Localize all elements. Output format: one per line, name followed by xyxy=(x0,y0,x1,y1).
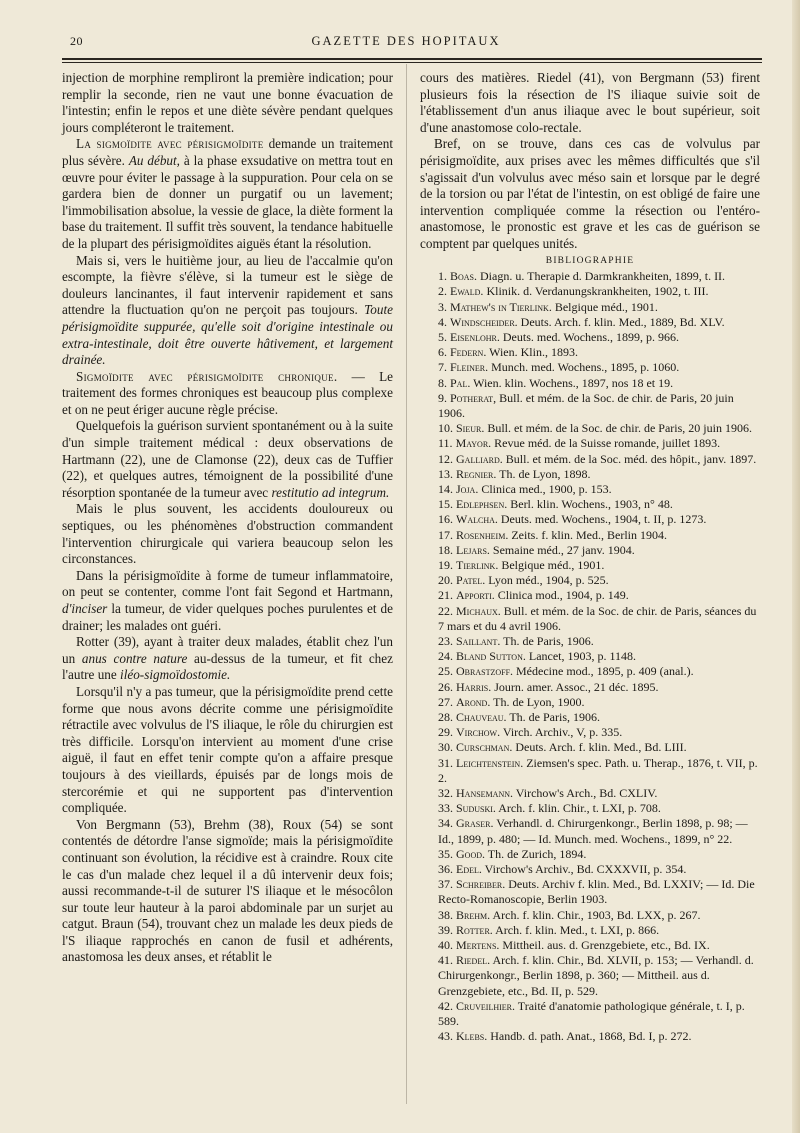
bibliography-heading: BIBLIOGRAPHIE xyxy=(545,255,635,266)
bibliography-reference: Belgique méd., 1901. xyxy=(551,299,658,314)
bibliography-number: 28. xyxy=(438,710,453,725)
bibliography-author: Boas. xyxy=(450,269,478,284)
bibliography-author: Regnier. xyxy=(456,466,497,481)
bibliography-number: 19. xyxy=(438,557,453,572)
bibliography-number: 34. xyxy=(438,816,453,831)
bibliography-number: 5. xyxy=(438,329,447,344)
bibliography-author: Suduski. xyxy=(456,801,496,816)
bibliography-reference: Deuts. Arch. f. klin. Med., 1889, Bd. XLV. xyxy=(517,314,725,329)
column-divider xyxy=(406,64,407,1104)
bibliography-reference: Th. de Paris, 1906. xyxy=(500,634,594,648)
bibliography-author: Lejars. xyxy=(456,542,490,557)
right-column xyxy=(420,70,760,1044)
paragraph-text: Quelquefois la guérison survient spontanément ou à la suite d'un simple traitement médical : deux observations de Hartmann (22), une de Clamonse (22), deux cas de Tuffier (22), et quelques autres, témoignent de la possibilité d'une résorption spontanée de la tumeur avec xyxy=(62,418,393,500)
bibliography-entry xyxy=(420,756,760,786)
bibliography-author: Mertens. xyxy=(456,938,500,953)
bibliography-entry xyxy=(420,953,760,999)
bibliography-author: Obrastzoff. xyxy=(456,664,514,679)
bibliography-author: Potherat, xyxy=(450,390,497,405)
bibliography-list xyxy=(420,269,760,1044)
bibliography-number: 15. xyxy=(438,497,453,512)
bibliography-author: Good. xyxy=(456,846,485,861)
bibliography-entry xyxy=(420,740,760,755)
bibliography-reference: Deuts. Archiv f. klin. Med., Bd. LXXIV; — Id. Die Recto-Romanoscopie, Berlin 1903. xyxy=(438,877,755,907)
bibliography-author: Chauveau. xyxy=(456,710,507,725)
bibliography-entry xyxy=(420,588,760,603)
bibliography-number: 39. xyxy=(438,922,453,937)
page-number: 20 xyxy=(70,33,83,48)
bibliography-author: Edlephsen. xyxy=(456,497,508,512)
bibliography-entry xyxy=(420,376,760,391)
bibliography-number: 32. xyxy=(438,786,453,801)
bibliography-entry xyxy=(420,1029,760,1044)
bibliography-reference: Belgique méd., 1901. xyxy=(498,557,605,572)
section-lead: La sigmoïdite avec périsigmoïdite xyxy=(76,136,264,152)
bibliography-number: 42. xyxy=(438,998,453,1013)
bibliography-entry xyxy=(420,391,760,421)
bibliography-author: Brehm. xyxy=(456,907,491,922)
page-edge-stain xyxy=(792,0,800,1133)
bibliography-entry xyxy=(420,315,760,330)
bibliography-entry xyxy=(420,467,760,482)
bibliography-number: 29. xyxy=(438,725,453,740)
bibliography-entry xyxy=(420,847,760,862)
bibliography-entry xyxy=(420,421,760,436)
bibliography-entry xyxy=(420,862,760,877)
bibliography-reference: Clinica mod., 1904, p. 149. xyxy=(494,588,629,603)
bibliography-author: Graser. xyxy=(456,816,494,831)
bibliography-reference: Wien. klin. Wochens., 1897, nos 18 et 19. xyxy=(470,375,674,390)
bibliography-entry xyxy=(420,543,760,558)
bibliography-author: Apporti. xyxy=(456,588,495,603)
bibliography-entry xyxy=(420,923,760,938)
paragraph-emphasis: anus contre nature xyxy=(81,650,188,666)
bibliography-reference: Th. de Lyon, 1900. xyxy=(490,694,585,709)
bibliography-number: 8. xyxy=(438,375,447,390)
bibliography-entry xyxy=(420,908,760,923)
bibliography-author: Mathew's in Tierlink. xyxy=(450,299,552,314)
bibliography-number: 13. xyxy=(438,466,453,481)
bibliography-reference: Diagn. u. Therapie d. Darmkrankheiten, 1899, t. II. xyxy=(477,269,726,284)
bibliography-author: Ewald. xyxy=(450,284,484,299)
bibliography-entry xyxy=(420,938,760,953)
paragraph-emphasis: iléo-sigmoïdostomie. xyxy=(120,667,231,683)
bibliography-author: Federn. xyxy=(450,345,487,360)
bibliography-author: Hansemann. xyxy=(456,786,514,801)
paragraph: cours des matières. Riedel (41), von Bergmann (53) firent plusieurs fois la résection de l'S iliaque suivie soit de l'établissement d'un anus iliaque avec le bout supérieur, soit d'une anastomose colo-rectale. xyxy=(420,70,760,135)
paragraph xyxy=(62,136,393,252)
paragraph-text: Rotter (39), ayant à traiter deux malades, établit chez l'un un xyxy=(62,634,393,666)
paragraph-emphasis: d'inciser xyxy=(62,601,108,616)
bibliography-number: 20. xyxy=(438,573,453,588)
bibliography-reference: Bull. et mém. de la Soc. de chir. de Paris, 20 juin 1906. xyxy=(438,390,734,420)
bibliography-entry xyxy=(420,512,760,527)
bibliography-number: 16. xyxy=(438,512,453,527)
bibliography-reference: Virchow's Archiv., Bd. CXXXVII, p. 354. xyxy=(481,862,687,877)
bibliography-author: Eisenlohr. xyxy=(450,329,500,344)
bibliography-author: Rosenheim. xyxy=(456,527,509,542)
bibliography-entry xyxy=(420,436,760,451)
bibliography-author: Galliard. xyxy=(456,451,503,466)
bibliography-number: 37. xyxy=(438,877,453,892)
bibliography-entry xyxy=(420,816,760,846)
bibliography-author: Schreiber. xyxy=(456,877,506,892)
paragraph: injection de morphine rempliront la première indication; pour remplir la seconde, rien ne vaut une bonne évacuation de l'intestin; enfin le repos et une diète sévère pendant quelques jours compléteront le traitement. xyxy=(62,70,393,135)
paragraph xyxy=(62,634,393,684)
bibliography-author: Tierlink. xyxy=(456,557,499,572)
bibliography-number: 21. xyxy=(438,588,453,603)
bibliography-reference: Berl. klin. Wochens., 1903, n° 48. xyxy=(507,497,673,512)
paragraph xyxy=(62,418,393,501)
bibliography-author: Leichtenstein. xyxy=(456,755,524,770)
bibliography-reference: Bull. et mém. de la Soc. méd. des hôpit., janv. 1897. xyxy=(502,451,757,466)
bibliography-reference: Arch. f. klin. Chir., Bd. XLVII, p. 153; — Verhandl. d. Chirurgenkongr., Berlin 1898, p. 360; — Mittheil. aus d. Grenzgebiete, etc., Bd. II, p. 529. xyxy=(438,953,754,998)
paragraph-text: — Le traitement des formes chroniques est beaucoup plus complexe et on ne peut ériger aucune règle précise. xyxy=(62,368,393,417)
bibliography-number: 27. xyxy=(438,694,453,709)
bibliography-entry xyxy=(420,300,760,315)
bibliography-number: 35. xyxy=(438,846,453,861)
bibliography-entry xyxy=(420,999,760,1029)
bibliography-number: 7. xyxy=(438,360,447,375)
bibliography-reference: Lancet, 1903, p. 1148. xyxy=(525,649,637,664)
bibliography-number: 25. xyxy=(438,664,453,679)
paragraph xyxy=(62,253,393,369)
bibliography-author: Edel. xyxy=(456,862,482,877)
bibliography-author: Virchow. xyxy=(456,725,501,740)
paragraph-text: à la phase exsudative on mettra tout en œuvre pour éviter le passage à la suppuration. Pour cela on se gardera bien de donner un purgatif ou un lavement; l'immobilisation absolue, la vessie de glace, la diète forment la base du traitement. Il suffit très souvent, la tendance habituelle de la plupart des périsigmoïdites aiguës étant la résolution. xyxy=(62,152,393,251)
bibliography-reference: Clinica med., 1900, p. 153. xyxy=(478,481,612,496)
bibliography-number: 9. xyxy=(438,390,447,405)
bibliography-entry xyxy=(420,634,760,649)
bibliography-entry xyxy=(420,786,760,801)
journal-title: GAZETTE DES HOPITAUX xyxy=(311,33,501,48)
bibliography-author: Saillant. xyxy=(456,634,501,648)
bibliography-number: 41. xyxy=(438,953,453,968)
bibliography-reference: Verhandl. d. Chirurgenkongr., Berlin 1898, p. 98; — Id., 1899, p. 480; — Id. Munch. med. Wochens., 1899, n° 22. xyxy=(438,816,748,846)
bibliography-number: 18. xyxy=(438,542,453,557)
bibliography-number: 38. xyxy=(438,907,453,922)
bibliography-entry xyxy=(420,269,760,284)
bibliography-reference: Klinik. d. Verdanungskrankheiten, 1902, t. III. xyxy=(483,284,709,299)
bibliography-reference: Virch. Archiv., V, p. 335. xyxy=(500,725,623,740)
bibliography-entry xyxy=(420,452,760,467)
bibliography-reference: Médecine mod., 1895, p. 409 (anal.). xyxy=(513,664,694,679)
bibliography-reference: Mittheil. aus. d. Grenzgebiete, etc., Bd. IX. xyxy=(499,938,710,953)
bibliography-number: 17. xyxy=(438,527,453,542)
bibliography-author: Cruveilhier. xyxy=(456,998,515,1013)
bibliography-entry xyxy=(420,725,760,740)
bibliography-number: 22. xyxy=(438,603,453,618)
bibliography-number: 2. xyxy=(438,284,447,299)
bibliography-number: 11. xyxy=(438,436,453,451)
bibliography-author: Joja. xyxy=(456,481,479,496)
bibliography-number: 40. xyxy=(438,938,453,953)
bibliography-entry xyxy=(420,604,760,634)
bibliography-reference: Semaine méd., 27 janv. 1904. xyxy=(489,542,635,557)
bibliography-entry xyxy=(420,649,760,664)
bibliography-number: 14. xyxy=(438,481,453,496)
page-header xyxy=(56,31,756,51)
bibliography-entry xyxy=(420,680,760,695)
paragraph-text: Dans la périsigmoïdite à forme de tumeur inflammatoire, on peut se contenter, comme l'ont fait Segond et Hartmann, xyxy=(62,567,393,600)
bibliography-author: Mayor. xyxy=(455,436,492,451)
bibliography-entry xyxy=(420,558,760,573)
bibliography-reference: Ziemsen's spec. Path. u. Therap., 1876, t. VII, p. 2. xyxy=(438,755,758,785)
header-rule-thin xyxy=(62,62,762,63)
bibliography-reference: Virchow's Arch., Bd. CXLIV. xyxy=(513,786,658,801)
section-lead: Sigmoïdite avec périsigmoïdite chronique. xyxy=(76,368,338,384)
bibliography-entry xyxy=(420,482,760,497)
bibliography-author: Patel. xyxy=(456,573,486,588)
bibliography-reference: Journ. amer. Assoc., 21 déc. 1895. xyxy=(491,679,659,694)
bibliography-entry xyxy=(420,360,760,375)
paragraph-text: Mais si, vers le huitième jour, au lieu de l'accalmie qu'on escompte, la fièvre s'élève, si la tumeur est le siège de douleurs lancinantes, il faut intervenir rapidement et sans attendre la fluctuation qu'on ne perçoit pas toujours. xyxy=(62,252,393,318)
bibliography-number: 26. xyxy=(438,679,453,694)
bibliography-reference: Deuts. med. Wochens., 1904, t. II, p. 1273. xyxy=(497,512,707,527)
bibliography-reference: Traité d'anatomie pathologique générale, t. I, p. 589. xyxy=(438,998,745,1029)
paragraph-emphasis: Toute périsigmoïdite suppurée, qu'elle soit d'origine intestinale ou extra-intestinale, doit être ouverte hâtivement, et largement drainée. xyxy=(62,302,393,368)
bibliography-reference: Deuts. Arch. f. klin. Med., Bd. LIII. xyxy=(512,740,687,755)
paragraph-text: demande un traitement plus sévère. xyxy=(62,136,393,168)
bibliography-reference: Th. de Lyon, 1898. xyxy=(496,466,591,481)
bibliography-entry xyxy=(420,330,760,345)
bibliography-reference: Revue méd. de la Suisse romande, juillet 1893. xyxy=(491,436,721,451)
bibliography-reference: Handb. d. path. Anat., 1868, Bd. I, p. 272. xyxy=(487,1029,692,1044)
bibliography-reference: Bull. et mém. de la Soc. de chir. de Paris, 20 juin 1906. xyxy=(484,421,752,436)
bibliography-reference: Bull. et mém. de la Soc. de chir. de Paris, séances du 7 mars et du 4 avril 1906. xyxy=(438,603,757,633)
bibliography-number: 36. xyxy=(438,862,453,877)
paragraph-text: la tumeur, de vider quelques poches purulentes et de drainer; les malades ont guéri. xyxy=(62,601,393,633)
paragraph: Bref, on se trouve, dans ces cas de volvulus par périsigmoïdite, aux prises avec les mêmes difficultés que s'il s'agissait d'un volvulus avec méso sain et lorsque par le degré de la torsion ou par l'état de l'intestin, on est obligé de faire une intervention compliquée comme la résection ou l'entéro-anastomose, le pronostic est grave et les cas de guérison se comptent par quelques unités. xyxy=(420,136,760,251)
bibliography-entry xyxy=(420,284,760,299)
bibliography-author: Michaux. xyxy=(456,603,501,618)
bibliography-number: 10. xyxy=(438,421,453,436)
bibliography-reference: Zeits. f. klin. Med., Berlin 1904. xyxy=(508,527,667,542)
bibliography-author: Rotter. xyxy=(456,922,493,937)
bibliography-entry xyxy=(420,710,760,725)
bibliography-number: 33. xyxy=(438,801,453,816)
bibliography-reference: Deuts. med. Wochens., 1899, p. 966. xyxy=(499,329,680,344)
bibliography-number: 30. xyxy=(438,740,453,755)
paragraph: Von Bergmann (53), Brehm (38), Roux (54) se sont contentés de détordre l'anse sigmoïde; mais la périsigmoïdite continuant son évolution, la récidive est à craindre. Roux cite le cas d'un malade chez lequel il a dû intervenir deux fois; aussi recommande-t-il de suturer l'S iliaque et le mésocôlon sur toute leur hauteur à la paroi abdominale par un surjet au catgut. Braun (54), trouvant chez un malade les deux pieds de l'S iliaque rapprochés en canon de fusil et adhérents, anastomosa les deux anses, et rétablit le xyxy=(62,816,393,965)
bibliography-entry xyxy=(420,573,760,588)
bibliography-reference: Arch. f. klin. Med., t. LXI, p. 866. xyxy=(492,922,660,937)
bibliography-author: Klebs. xyxy=(456,1029,488,1044)
bibliography-author: Sieur. xyxy=(456,421,485,436)
bibliography-number: 4. xyxy=(438,314,447,329)
bibliography-entry xyxy=(420,345,760,360)
bibliography-entry xyxy=(420,695,760,710)
bibliography-author: Arond. xyxy=(456,694,491,709)
bibliography-author: Pal. xyxy=(450,375,471,390)
bibliography-entry xyxy=(420,877,760,907)
header-rule-thick xyxy=(62,58,762,60)
bibliography-number: 3. xyxy=(438,299,447,314)
paragraph: Lorsqu'il n'y a pas tumeur, que la périsigmoïdite prend cette forme que nous avons décrite comme une périsigmoïdite rétractile avec volvulus de l'S iliaque, le rôle du chirurgien est très difficile. Lorsqu'on intervient au moment d'une crise aiguë, il faut en effet tenir compte qu'on a affaire presque toujours à des vieillards, épuisés par de longs mois de stercorémie et qui ne supportent pas d'intervention compliquée. xyxy=(62,683,393,816)
bibliography-reference: Arch. f. klin. Chir., 1903, Bd. LXX, p. 267. xyxy=(490,907,701,922)
bibliography-entry xyxy=(420,664,760,679)
paragraph xyxy=(62,568,393,634)
bibliography-reference: Th. de Paris, 1906. xyxy=(506,710,601,725)
bibliography-author: Fleiner. xyxy=(450,360,489,375)
bibliography-number: 12. xyxy=(438,451,453,466)
bibliography-number: 23. xyxy=(438,634,453,648)
bibliography-reference: Munch. med. Wochens., 1895, p. 1060. xyxy=(488,360,680,375)
paragraph-emphasis: restitutio ad integrum. xyxy=(271,484,390,500)
bibliography-author: Curschman. xyxy=(456,740,513,755)
bibliography-author: Harris. xyxy=(456,679,492,694)
bibliography-number: 6. xyxy=(438,345,447,360)
paragraph xyxy=(62,369,393,419)
paragraph: Mais le plus souvent, les accidents douloureux ou septiques, ou les phénomènes d'obstruction commandent l'intervention chirurgicale qui variera beaucoup selon les circonstances. xyxy=(62,501,393,567)
bibliography-entry xyxy=(420,801,760,816)
paragraph-text: au-dessus de la tumeur, et fit chez l'autre une xyxy=(62,650,393,683)
bibliography-author: Windscheider. xyxy=(450,314,518,329)
bibliography-author: Walcha. xyxy=(456,512,498,527)
bibliography-reference: Arch. f. klin. Chir., t. LXI, p. 708. xyxy=(495,801,661,816)
bibliography-author: Riedel. xyxy=(456,953,491,968)
bibliography-number: 43. xyxy=(438,1029,453,1044)
bibliography-reference: Th. de Zurich, 1894. xyxy=(485,846,587,861)
bibliography-number: 24. xyxy=(438,649,453,664)
left-column xyxy=(62,70,393,966)
bibliography-reference: Wien. Klin., 1893. xyxy=(486,345,578,360)
bibliography-reference: Lyon méd., 1904, p. 525. xyxy=(485,573,609,588)
bibliography-number: 31. xyxy=(438,755,453,770)
bibliography-entry xyxy=(420,528,760,543)
paragraph-emphasis: Au début, xyxy=(128,152,180,168)
bibliography-number: 1. xyxy=(438,269,447,284)
bibliography-entry xyxy=(420,497,760,512)
bibliography-author: Bland Sutton. xyxy=(456,649,526,664)
